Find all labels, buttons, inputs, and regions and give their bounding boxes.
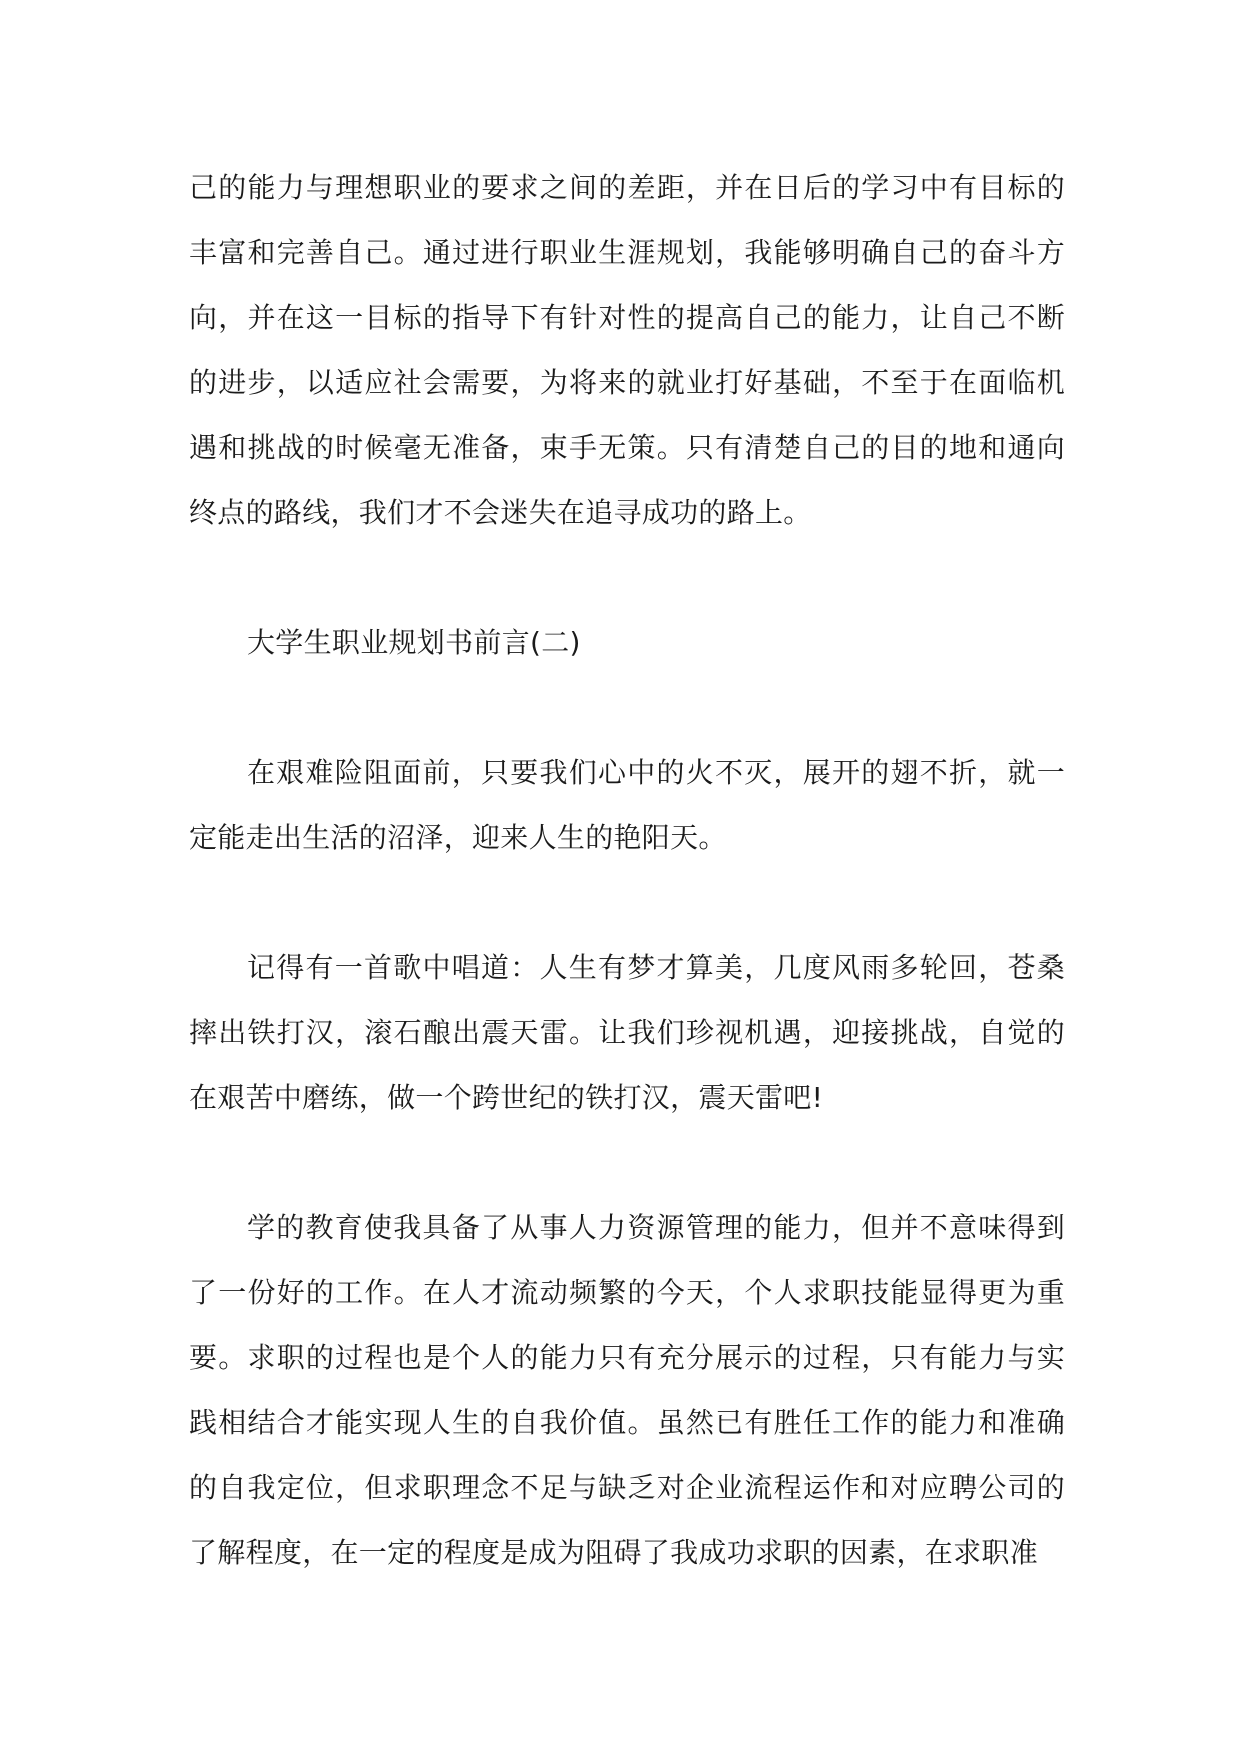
paragraph-adversity: 在艰难险阻面前，只要我们心中的火不灭，展开的翅不折，就一定能走出生活的沼泽，迎来人生的艳阳天。	[189, 756, 1065, 854]
document-body	[189, 155, 1065, 1585]
paragraph-song: 记得有一首歌中唱道：人生有梦才算美，几度风雨多轮回，苍桑摔出铁打汉，滚石酿出震天雷。让我们珍视机遇，迎接挑战，自觉的在艰苦中磨练，做一个跨世纪的铁打汉，震天雷吧!	[189, 951, 1065, 1114]
paragraph-education: 学的教育使我具备了从事人力资源管理的能力，但并不意味得到了一份好的工作。在人才流动频繁的今天，个人求职技能显得更为重要。求职的过程也是个人的能力只有充分展示的过程，只有能力与实践相结合才能实现人生的自我价值。虽然已有胜任工作的能力和准确的自我定位，但求职理念不足与缺乏对企业流程运作和对应聘公司的了解程度，在一定的程度是成为阻碍了我成功求职的因素，在求职准	[189, 1211, 1065, 1569]
paragraph-continuation: 己的能力与理想职业的要求之间的差距，并在日后的学习中有目标的丰富和完善自己。通过进行职业生涯规划，我能够明确自己的奋斗方向，并在这一目标的指导下有针对性的提高自己的能力，让自己不断的进步，以适应社会需要，为将来的就业打好基础，不至于在面临机遇和挑战的时候毫无准备，束手无策。只有清楚自己的目的地和通向终点的路线，我们才不会迷失在追寻成功的路上。	[189, 171, 1065, 529]
section-heading: 大学生职业规划书前言(二)	[247, 626, 581, 659]
